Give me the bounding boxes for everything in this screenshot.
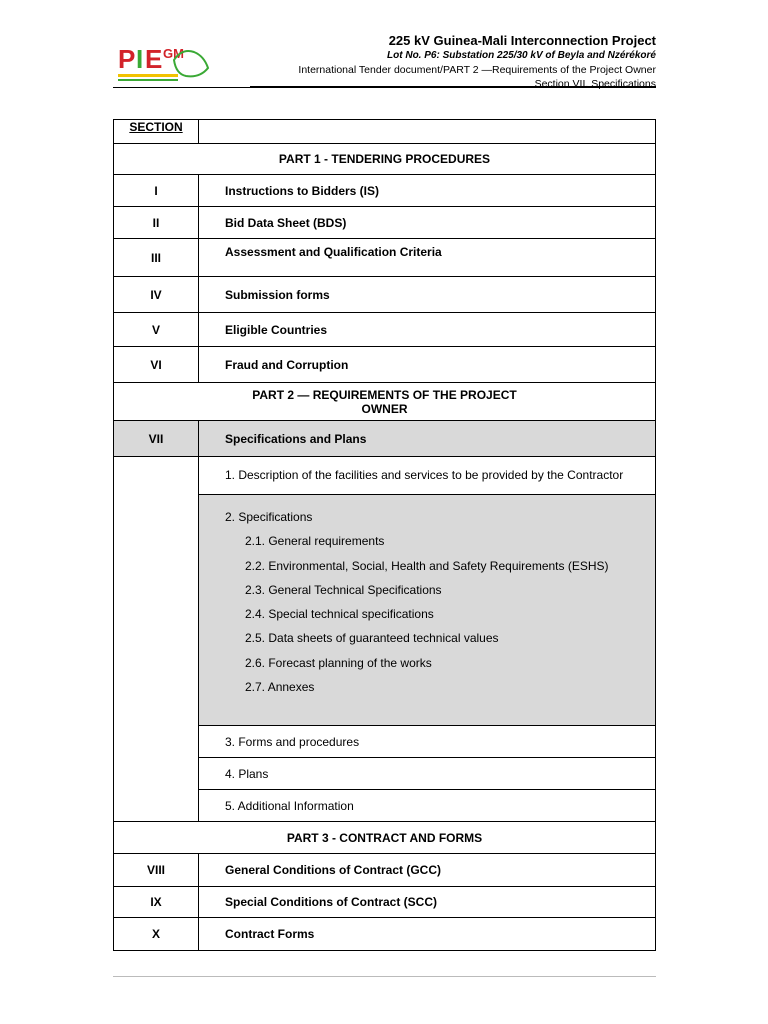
vii-item-2: [199, 495, 656, 726]
list-item: 2. Specifications: [225, 510, 313, 524]
section-number: IV: [114, 277, 199, 313]
specifications-list: [199, 495, 655, 725]
footer-rule: [113, 976, 656, 977]
section-number: VII: [114, 421, 199, 457]
blank-header-cell: [199, 120, 656, 144]
document-line: International Tender document/PART 2 —Requirements of the Project Owner: [298, 64, 656, 76]
list-item: 2.5. Data sheets of guaranteed technical values: [245, 631, 499, 646]
part-row: [114, 822, 656, 854]
section-number: II: [114, 207, 199, 239]
table-row: [114, 207, 656, 239]
table-row: [114, 239, 656, 277]
part2-heading-line1: PART 2 — REQUIREMENTS OF THE PROJECT: [252, 387, 517, 402]
vii-item-4: 4. Plans: [199, 758, 656, 790]
section-title: Bid Data Sheet (BDS): [199, 207, 656, 239]
list-item: 2.2. Environmental, Social, Health and Safety Requirements (ESHS): [245, 558, 609, 573]
section-title: Specifications and Plans: [199, 421, 656, 457]
table-row: [114, 918, 656, 951]
section-title: Instructions to Bidders (IS): [199, 175, 656, 207]
table-row: [114, 277, 656, 313]
header-rule-thick: [250, 86, 656, 88]
section-title: Submission forms: [199, 277, 656, 313]
section-number: X: [114, 918, 199, 951]
list-item: 2.6. Forecast planning of the works: [245, 655, 432, 670]
vii-item-3: 3. Forms and procedures: [199, 726, 656, 758]
vii-item-5: 5. Additional Information: [199, 790, 656, 822]
list-item: 2.3. General Technical Specifications: [245, 582, 442, 597]
table-row: [114, 854, 656, 887]
table-row: [114, 175, 656, 207]
section-title: Special Conditions of Contract (SCC): [199, 887, 656, 918]
vii-blank-cell: [114, 457, 199, 822]
contents-table: [113, 119, 656, 951]
vii-item-1: 1. Description of the facilities and services to be provided by the Contractor: [199, 457, 656, 495]
section-title: Assessment and Qualification Criteria: [199, 239, 656, 277]
subitem-row: [114, 457, 656, 495]
part1-heading: PART 1 - TENDERING PROCEDURES: [114, 144, 656, 175]
piegm-logo: [116, 38, 212, 86]
section-title: Eligible Countries: [199, 313, 656, 347]
section-line: Section VII. Specifications: [534, 78, 656, 90]
table-row: [114, 313, 656, 347]
list-item: 2.1. General requirements: [245, 534, 385, 549]
svg-text:GM: GM: [163, 46, 184, 61]
section-title: Contract Forms: [199, 918, 656, 951]
table-header-row: [114, 120, 656, 144]
section-number: I: [114, 175, 199, 207]
list-item: 2.4. Special technical specifications: [245, 607, 434, 622]
part3-heading: PART 3 - CONTRACT AND FORMS: [114, 822, 656, 854]
document-header: [298, 32, 656, 91]
section-title: General Conditions of Contract (GCC): [199, 854, 656, 887]
section-number: VIII: [114, 854, 199, 887]
part-row: [114, 383, 656, 421]
section-number: VI: [114, 347, 199, 383]
list-item: 2.7. Annexes: [245, 680, 315, 695]
part2-heading: [114, 383, 656, 421]
section-header: SECTION: [114, 120, 199, 144]
section-title: Fraud and Corruption: [199, 347, 656, 383]
table-row: [114, 421, 656, 457]
lot-line: Lot No. P6: Substation 225/30 kV of Beyla and Nzérékoré: [387, 50, 656, 61]
table-row: [114, 887, 656, 918]
section-number: V: [114, 313, 199, 347]
part2-heading-line2: OWNER: [361, 401, 408, 416]
svg-text:I: I: [136, 44, 144, 74]
svg-text:P: P: [118, 44, 136, 74]
section-number: IX: [114, 887, 199, 918]
project-title: 225 kV Guinea-Mali Interconnection Project: [388, 33, 656, 48]
section-number: III: [114, 239, 199, 277]
part-row: [114, 144, 656, 175]
svg-text:E: E: [145, 44, 163, 74]
table-row: [114, 347, 656, 383]
